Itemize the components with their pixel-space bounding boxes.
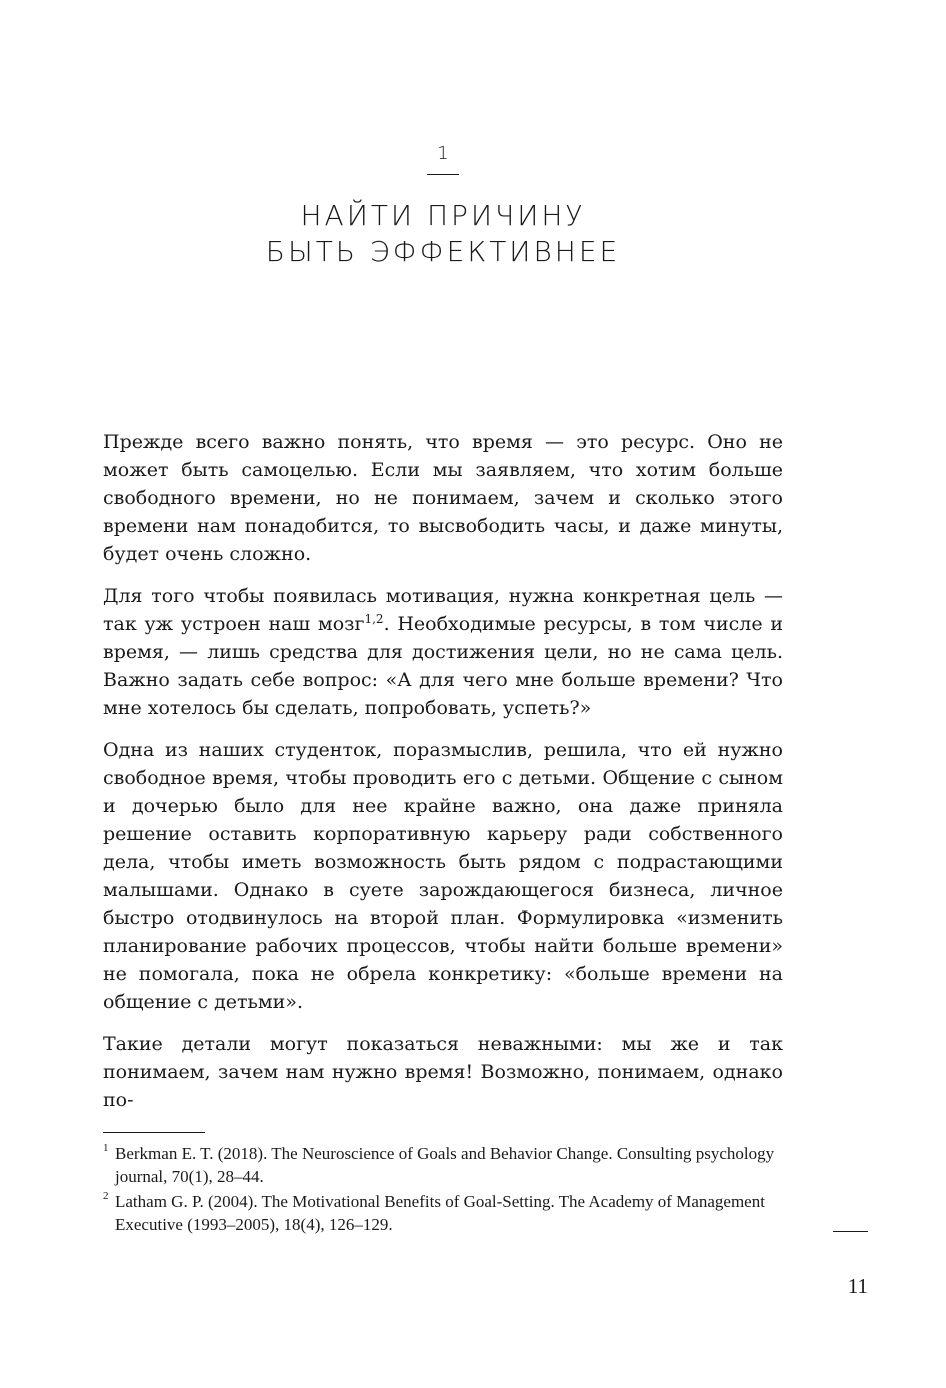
paragraph-2-part-2: . Необходимые ресурсы, в том числе и время, — лишь средства для достижения цели, но не сама цель. Важно задать себе вопрос: «А для чего мне больше времени? Что мне хотелось бы сделать, попробовать, успеть?» (103, 613, 784, 719)
chapter-number-rule (427, 174, 459, 175)
footnote-2-marker: 2 (103, 1190, 109, 1202)
footnote-1-text: Berkman E. T. (2018). The Neuroscience of Goals and Behavior Change. Consulting psychology journal, 70(1), 28–44. (115, 1144, 775, 1186)
footnote-2-text: Latham G. P. (2004). The Motivational Benefits of Goal-Setting. The Academy of Management Executive (1993–2005), 18(4), 126–129. (115, 1192, 765, 1234)
footnote-2 (103, 1190, 785, 1236)
footnote-reference[interactable]: 1,2 (364, 612, 384, 626)
page-number: 11 (847, 1274, 868, 1298)
footnotes (103, 1142, 785, 1238)
paragraph-1: Прежде всего важно понять, что время — это ресурс. Оно не может быть самоцелью. Если мы заявляем, что хотим больше свободного времени, но не понимаем, зачем и сколько этого времени нам понадобится, то высвободить часы, и даже минуты, будет очень сложно. (103, 431, 783, 565)
paragraph-2 (103, 582, 783, 722)
chapter-title (0, 198, 886, 270)
chapter-title-line-1: НАЙТИ ПРИЧИНУ (300, 199, 586, 232)
footnote-separator (103, 1132, 205, 1133)
paragraph-4: Такие детали могут показаться неважными: мы же и так понимаем, зачем нам нужно время! Возможно, понимаем, однако по- (103, 1033, 783, 1111)
chapter-number: 1 (437, 143, 449, 164)
page-number-rule (833, 1231, 868, 1232)
paragraph-3: Одна из наших студенток, поразмыслив, решила, что ей нужно свободное время, чтобы проводить его с детьми. Общение с сыном и дочерью было для нее крайне важно, она даже приняла решение оставить корпоративную карьеру ради собственного дела, чтобы иметь возможность быть рядом с подрастающими малышами. Однако в суете зарождающегося бизнеса, личное быстро отодвинулось на второй план. Формулировка «изменить планирование рабочих процессов, чтобы найти больше времени» не помогала, пока не обрела конкретику: «больше времени на общение с детьми». (103, 739, 783, 1013)
chapter-title-line-2: БЫТЬ ЭФФЕКТИВНЕЕ (265, 235, 621, 268)
footnote-1-marker: 1 (103, 1142, 109, 1154)
footnote-1 (103, 1142, 785, 1188)
body-text (103, 428, 783, 1128)
paragraph-2-part-1: Для того чтобы появилась мотивация, нужна конкретная цель — так уж устроен наш мозг (103, 585, 783, 635)
